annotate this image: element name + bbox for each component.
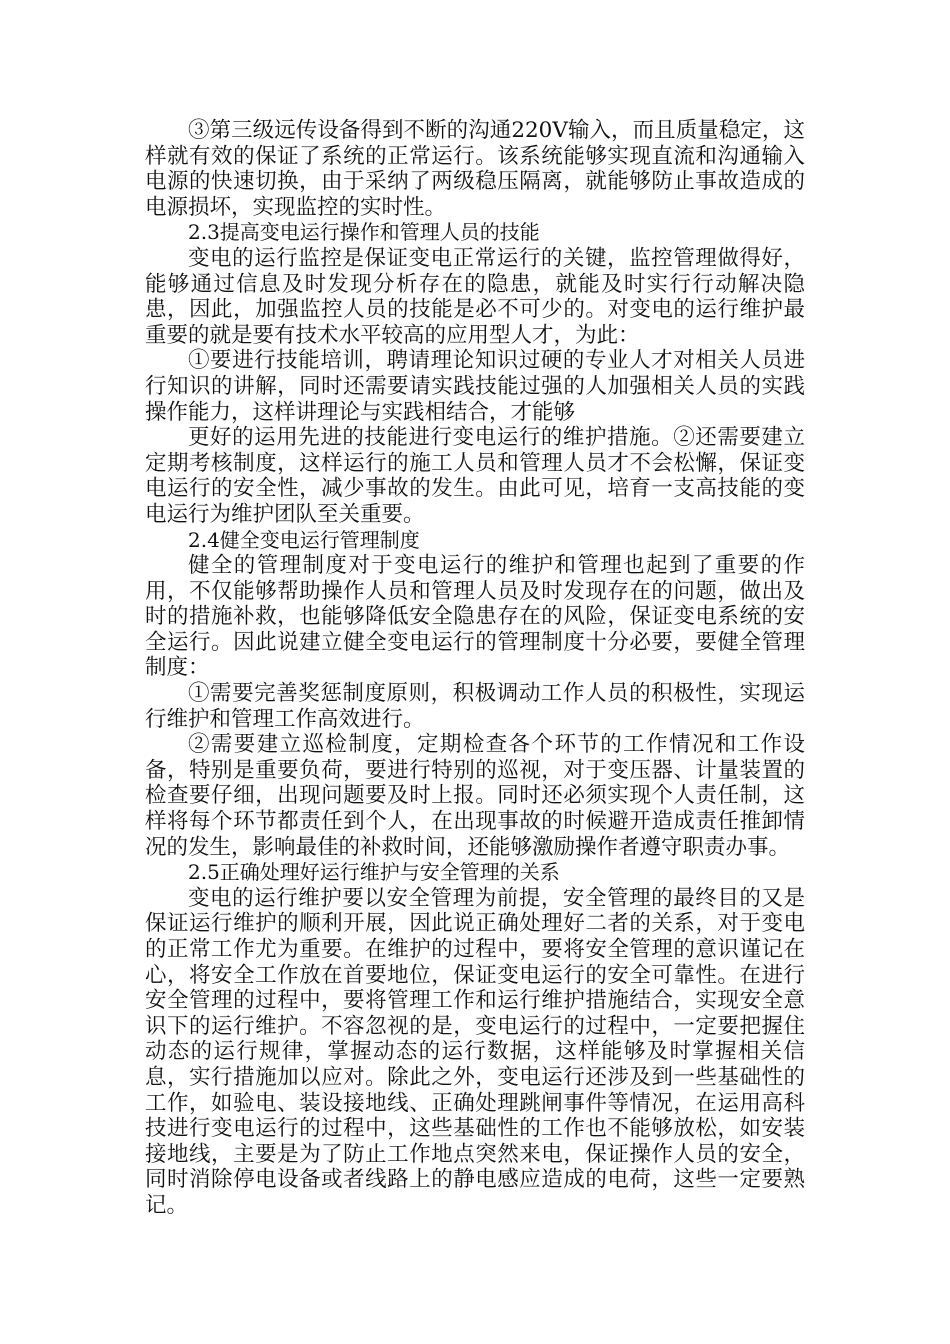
paragraph-assessment: 更好的运用先进的技能进行变电运行的维护措施。②还需要建立定期考核制度，这样运行的施工人员和管理人员才不会松懈，保证变电运行的安全性，减少事故的发生。由此可见，培育一支高技能的变电运行为维护团队至关重要。 [145, 425, 805, 527]
paragraph-inspection-system: ②需要建立巡检制度，定期检查各个环节的工作情况和工作设备，特别是重要负荷，要进行特别的巡视，对于变压器、计量装置的检查要仔细，出现问题要及时上报。同时还必须实现个人责任制，这样将每个环节都责任到个人，在出现事故的时候避开造成责任推卸情况的发生，影响最佳的补救时间，还能够激励操作者遵守职责办事。 [145, 732, 805, 860]
paragraph-skill-training: ①要进行技能培训，聘请理论知识过硬的专业人才对相关人员进行知识的讲解，同时还需要请实践技能过强的人加强相关人员的实践操作能力，这样讲理论与实践相结合，才能够 [145, 348, 805, 425]
section-heading-2-4: 2.4健全变电运行管理制度 [188, 527, 420, 552]
document-page [145, 118, 805, 1219]
paragraph-power-input: ③第三级远传设备得到不断的沟通220V输入，而且质量稳定，这样就有效的保证了系统的正常运行。该系统能够实现直流和沟通输入电源的快速切换，由于采纳了两级稳压隔离，就能够防止事故造成的电源损坏，实现监控的实时性。 [145, 118, 805, 220]
section-heading-2-3: 2.3提高变电运行操作和管理人员的技能 [188, 220, 540, 245]
section-heading-2-5: 2.5正确处理好运行维护与安全管理的关系 [188, 860, 560, 885]
paragraph-safety-management: 变电的运行维护要以安全管理为前提，安全管理的最终目的又是保证运行维护的顺利开展，因此说正确处理好二者的关系，对于变电的正常工作尤为重要。在维护的过程中，要将安全管理的意识谨记在心，将安全工作放在首要地位，保证变电运行的安全可靠性。在进行安全管理的过程中，要将管理工作和运行维护措施结合，实现安全意识下的运行维护。不容忽视的是，变电运行的过程中，一定要把握住动态的运行规律，掌握动态的运行数据，这样能够及时掌握相关信息，实行措施加以应对。除此之外，变电运行还涉及到一些基础性的工作，如验电、装设接地线、正确处理跳闸事件等情况，在运用高科技进行变电运行的过程中，这些基础性的工作也不能够放松，如安装接地线，主要是为了防止工作地点突然来电，保证操作人员的安全，同时消除停电设备或者线路上的静电感应造成的电荷，这些一定要熟记。 [145, 885, 805, 1218]
paragraph-monitoring: 变电的运行监控是保证变电正常运行的关键，监控管理做得好，能够通过信息及时发现分析存在的隐患，就能及时实行行动解决隐患，因此，加强监控人员的技能是必不可少的。对变电的运行维护最重要的就是要有技术水平较高的应用型人才，为此： [145, 245, 805, 348]
paragraph-reward-system: ①需要完善奖惩制度原则，积极调动工作人员的积极性，实现运行维护和管理工作高效进行。 [145, 681, 805, 732]
paragraph-management-system: 健全的管理制度对于变电运行的维护和管理也起到了重要的作用，不仅能够帮助操作人员和管理人员及时发现存在的问题，做出及时的措施补救，也能够降低安全隐患存在的风险，保证变电系统的安全运行。因此说建立健全变电运行的管理制度十分必要，要健全管理制度： [145, 553, 805, 681]
